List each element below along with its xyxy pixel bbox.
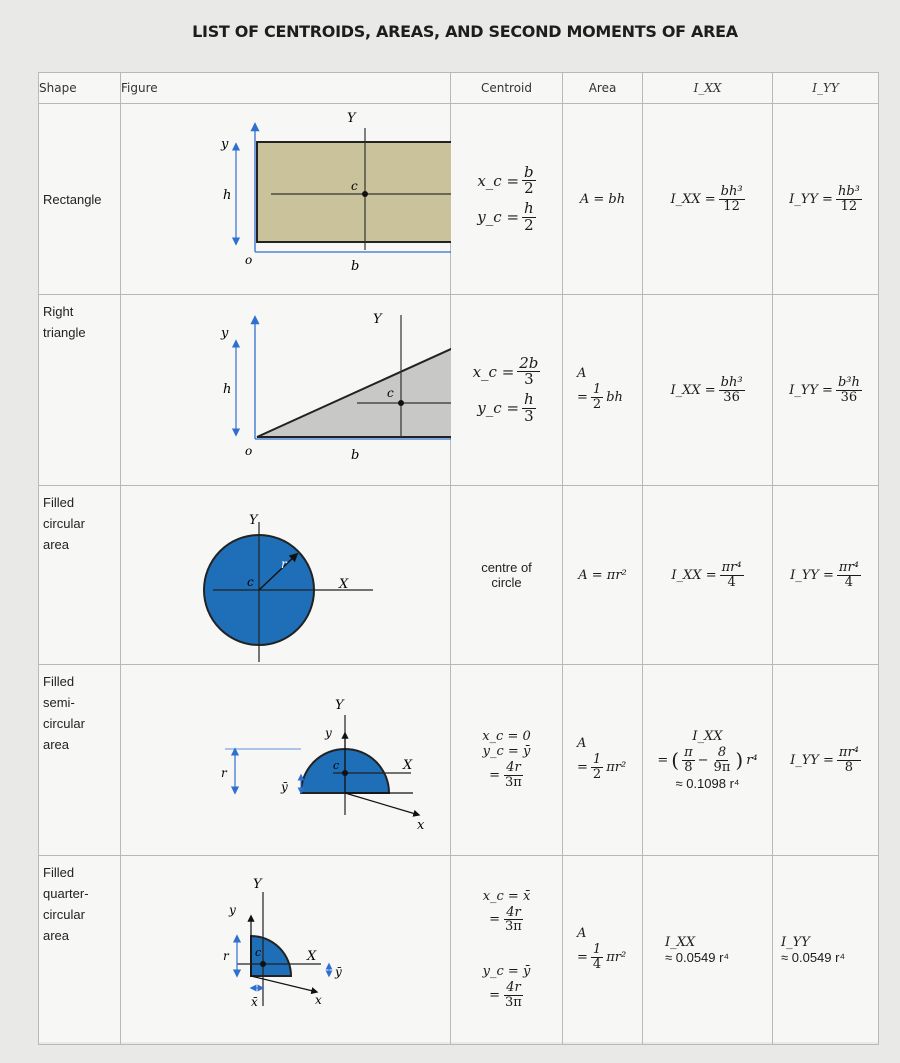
h-label: h [223, 382, 232, 397]
ybar-label: ȳ [281, 780, 288, 794]
r-label: r [281, 557, 287, 571]
iyy-den: 8 [844, 759, 854, 775]
term1-num: π [684, 744, 693, 760]
iyy-cell [773, 665, 879, 856]
xc-label: x_c = [477, 171, 520, 190]
origin-label: o [245, 444, 253, 458]
ixx-den: 12 [723, 198, 740, 214]
term2-den: 9π [713, 759, 731, 775]
ixx-cell: I_XX = ( $\frac{\pi}{8}$ − $\frac{8}{9\pi}$ ) r⁴ ≈ 0.1098 r⁴ [643, 665, 773, 856]
area-num: 1 [592, 752, 602, 768]
x-axis [345, 793, 419, 815]
eq-sign: = [657, 752, 669, 768]
yc-num: h [524, 199, 534, 217]
page-title: LIST OF CENTROIDS, AREAS, AND SECOND MOMENTS OF AREA [192, 22, 738, 41]
triangle-figure-svg [121, 295, 451, 485]
minus-sign: − [697, 752, 709, 768]
area-post: bh [606, 390, 623, 405]
table-row-circle [39, 486, 879, 665]
iyy-cell [773, 856, 879, 1045]
area-post: πr² [606, 760, 627, 775]
xc-den: 3 [524, 370, 534, 389]
shape-label: circular [43, 516, 85, 531]
ixx-den: 4 [727, 574, 736, 590]
area-cell [563, 295, 643, 486]
iyy-label: I_YY = [790, 752, 834, 768]
centroid-text: circle [491, 575, 522, 590]
y-label: y [325, 726, 332, 740]
shape-label: quarter- [43, 886, 89, 901]
ixx-num: bh³ [720, 374, 743, 390]
xc-formula: x_c = 0 [482, 728, 531, 744]
c-label: c [247, 575, 254, 589]
iyy-num: hb³ [837, 183, 860, 199]
c-label: c [255, 946, 262, 959]
Y-label: Y [253, 877, 262, 892]
yc-formula: y_c = ȳ [482, 964, 531, 979]
rectangle-figure-svg [121, 104, 451, 294]
iyy-label: I_YY = [789, 191, 833, 207]
X-label: X [403, 758, 413, 773]
c-label: c [333, 759, 340, 772]
iyy-label: I_YY [781, 935, 810, 950]
centroid-cell [451, 665, 563, 856]
header-ixx: I_XX [643, 73, 773, 104]
xbar-label: x̄ [251, 995, 258, 1009]
term2-num: 8 [717, 744, 727, 760]
yc-label: y_c = [477, 208, 520, 227]
iyy-label: I_YY = [790, 567, 834, 583]
eq-sign: = [489, 912, 501, 928]
circle-figure-svg [121, 486, 451, 664]
ixx-den: 36 [723, 389, 740, 405]
xc-num: b [524, 162, 534, 181]
table-row-rectangle [39, 104, 879, 295]
yc-den: 3π [505, 774, 522, 790]
y-label: y [221, 326, 229, 341]
area-den: 4 [592, 957, 602, 972]
origin-label: o [245, 253, 253, 267]
area-cell [563, 486, 643, 665]
x-axis [251, 976, 317, 992]
shape-name [39, 856, 121, 1045]
area-cell [563, 856, 643, 1045]
table-row-right-triangle [39, 295, 879, 486]
h-label: h [223, 188, 232, 203]
area-den: 2 [592, 767, 602, 782]
header-figure: Figure [121, 73, 451, 104]
shape-label: circular [43, 907, 85, 922]
figure-rectangle [121, 104, 451, 295]
shape-label: area [43, 737, 70, 752]
iyy-label: I_YY = [789, 382, 833, 398]
c-label: c [387, 386, 394, 400]
Y-label: Y [373, 312, 382, 327]
header-centroid: Centroid [451, 73, 563, 104]
figure-triangle [121, 295, 451, 486]
area-den: 2 [592, 397, 602, 412]
figure-semicircle [121, 665, 451, 856]
shape-label: Right [43, 304, 74, 319]
centroid-cell [451, 104, 563, 295]
shape-label: semi- [43, 695, 75, 710]
ixx-cell [643, 104, 773, 295]
shape-label: area [43, 928, 70, 943]
header-row [39, 73, 879, 104]
xc-den: 3π [505, 919, 522, 935]
b-label: b [351, 259, 360, 274]
iyy-den: 36 [840, 389, 858, 405]
shape-name [39, 104, 121, 295]
ixx-approx: ≈ 0.0549 r⁴ [665, 950, 730, 965]
centroid-point [342, 770, 348, 776]
X-label: X [339, 577, 349, 592]
b-label: b [351, 448, 360, 463]
quarter-circle-figure-svg [121, 856, 451, 1044]
shape-name [39, 295, 121, 486]
ixx-label: I_XX = [671, 567, 717, 583]
area-eq: = [577, 760, 588, 775]
iyy-den: 12 [840, 198, 858, 214]
header-area: Area [563, 73, 643, 104]
area-num: 1 [592, 942, 602, 958]
shape-label: triangle [43, 325, 86, 340]
header-iyy: I_YY [773, 73, 879, 104]
y-label: y [221, 137, 229, 152]
ixx-label: I_XX [692, 728, 723, 744]
area-formula: A = bh [579, 191, 626, 207]
header-shape: Shape [39, 73, 121, 104]
c-label: c [351, 179, 358, 193]
area-cell [563, 665, 643, 856]
yc-num: h [524, 390, 534, 408]
r-label: r [221, 766, 227, 780]
xc-label: x_c = [472, 362, 515, 381]
ixx-label: I_XX = [670, 191, 716, 207]
yc-den: 3π [505, 994, 522, 1010]
semicircle-figure-svg [121, 665, 451, 855]
area-num: 1 [592, 382, 602, 398]
xc-den: 2 [524, 179, 534, 198]
shape-label: Filled [43, 865, 75, 880]
area-eq: = [577, 950, 588, 965]
Y-label: Y [335, 698, 344, 713]
iyy-cell [773, 104, 879, 295]
yc-label: y_c = [477, 399, 520, 418]
X-label: X [307, 949, 317, 964]
shape-label: Filled [43, 495, 75, 510]
yc-den: 2 [524, 215, 534, 234]
yc-formula: y_c = ȳ [482, 743, 531, 759]
area-eq: = [577, 390, 588, 405]
area-post: πr² [606, 950, 627, 965]
ixx-cell [643, 486, 773, 665]
ixx-num: πr⁴ [721, 559, 742, 575]
area-a: A [577, 366, 587, 382]
Y-label: Y [249, 513, 258, 528]
x-label: x [417, 818, 425, 833]
ixx-power: r⁴ [746, 752, 758, 768]
area-a: A [577, 926, 587, 942]
ixx-label: I_XX = [670, 382, 716, 398]
properties-table [38, 72, 879, 1045]
iyy-num: πr⁴ [838, 559, 859, 575]
xc-num: 4r [506, 904, 521, 920]
ixx-num: bh³ [720, 183, 743, 199]
iyy-den: 4 [844, 574, 854, 590]
yc-den: 3 [524, 406, 534, 425]
centroid-text: centre of [481, 560, 532, 575]
yc-num: 4r [506, 759, 521, 775]
centroid-point [362, 191, 368, 197]
shape-name [39, 486, 121, 665]
ixx-approx: ≈ 0.1098 r⁴ [675, 776, 740, 792]
eq-sign: = [489, 987, 501, 1003]
Y-label: Y [347, 111, 356, 126]
x-label: x [315, 993, 322, 1007]
centroid-cell [451, 856, 563, 1045]
shape-label: circular [43, 716, 85, 731]
shape-label: Filled [43, 674, 75, 689]
centroid-point [398, 400, 404, 406]
ixx-cell [643, 856, 773, 1045]
area-cell [563, 104, 643, 295]
iyy-cell [773, 295, 879, 486]
eq-sign: = [489, 767, 501, 783]
iyy-cell [773, 486, 879, 665]
shape-label: area [43, 537, 70, 552]
ybar-label: ȳ [335, 965, 342, 979]
iyy-approx: ≈ 0.0549 r⁴ [781, 950, 846, 965]
figure-quarter-circle [121, 856, 451, 1045]
iyy-num: b³h [837, 374, 860, 390]
shape-name [39, 665, 121, 856]
xc-num: 2b [519, 353, 539, 372]
area-a: A [577, 736, 587, 752]
figure-circle [121, 486, 451, 665]
triangle-shape [257, 339, 451, 437]
y-label: y [229, 903, 236, 917]
centroid-cell [451, 486, 563, 665]
yc-num: 4r [506, 980, 521, 995]
ixx-label: I_XX [665, 935, 696, 950]
iyy-num: πr⁴ [838, 744, 859, 760]
table-row-quarter-circle [39, 856, 879, 1045]
table-row-semicircle [39, 665, 879, 856]
ixx-cell [643, 295, 773, 486]
centroid-point [260, 961, 266, 967]
area-formula: A = πr² [578, 567, 627, 583]
xc-formula: x_c = x̄ [482, 888, 531, 904]
r-label: r [223, 949, 229, 963]
term1-den: 8 [684, 759, 693, 775]
centroid-cell [451, 295, 563, 486]
shape-label: Rectangle [43, 191, 102, 207]
